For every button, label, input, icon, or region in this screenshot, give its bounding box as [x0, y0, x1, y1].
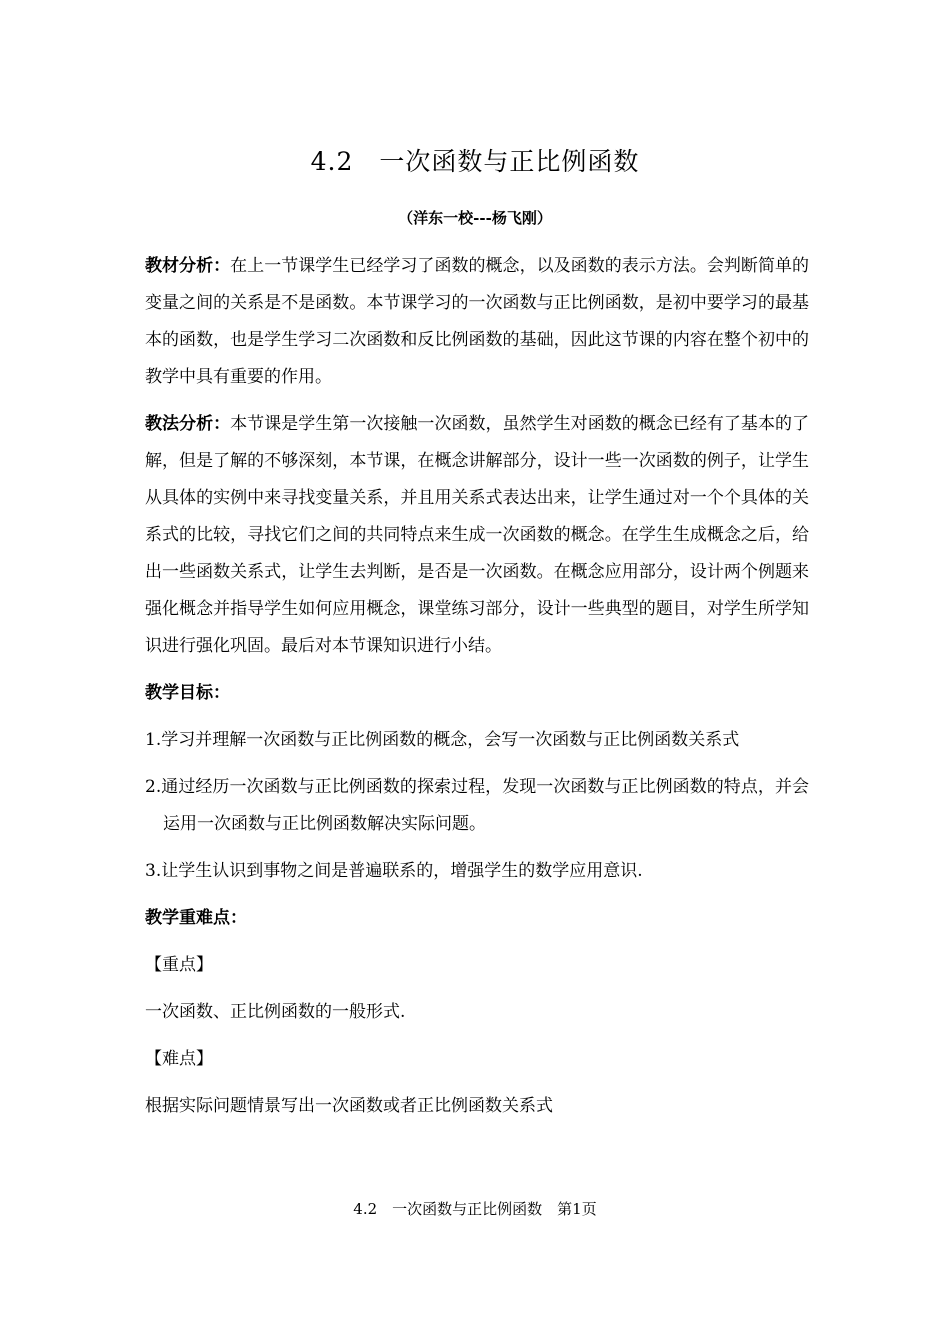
key-points-heading: 教学重难点：	[145, 908, 247, 928]
method-analysis-paragraph	[145, 406, 809, 665]
goal-item: 3.让学生认识到事物之间是普遍联系的，增强学生的数学应用意识.	[145, 861, 643, 881]
difficulty-text: 根据实际问题情景写出一次函数或者正比例函数关系式	[145, 1096, 553, 1116]
material-analysis-paragraph	[145, 248, 809, 396]
document-body	[145, 248, 809, 1135]
goal-item: 2.通过经历一次函数与正比例函数的探索过程，发现一次函数与正比例函数的特点，并会运用一次函数与正比例函数解决实际问题。	[145, 777, 809, 834]
goals-heading: 教学目标：	[145, 683, 230, 703]
material-analysis-label: 教材分析：	[145, 256, 231, 276]
method-analysis-text: 本节课是学生第一次接触一次函数，虽然学生对函数的概念已经有了基本的了解，但是了解的不够深刻，本节课，在概念讲解部分，设计一些一次函数的例子，让学生从具体的实例中来寻找变量关系，并且用关系式表达出来，让学生通过对一个个具体的关系式的比较，寻找它们之间的共同特点来生成一次函数的概念。在学生生成概念之后，给出一些函数关系式，让学生去判断，是否是一次函数。在概念应用部分，设计两个例题来强化概念并指导学生如何应用概念，课堂练习部分，设计一些典型的题目，对学生所学知识进行强化巩固。最后对本节课知识进行小结。	[145, 414, 810, 656]
method-analysis-label: 教法分析：	[145, 414, 231, 434]
page-footer: 4.2 一次函数与正比例函数 第1页	[353, 1200, 597, 1218]
page-title: 4.2 一次函数与正比例函数	[310, 147, 640, 176]
author-line: （洋东一校---杨飞刚）	[398, 209, 552, 227]
focus-text: 一次函数、正比例函数的一般形式.	[145, 1002, 406, 1022]
focus-label: 【重点】	[145, 955, 213, 975]
goal-item: 1.学习并理解一次函数与正比例函数的概念，会写一次函数与正比例函数关系式	[145, 730, 740, 750]
material-analysis-text: 在上一节课学生已经学习了函数的概念，以及函数的表示方法。会判断简单的变量之间的关系是不是函数。本节课学习的一次函数与正比例函数，是初中要学习的最基本的函数，也是学生学习二次函数和反比例函数的基础，因此这节课的内容在整个初中的教学中具有重要的作用。	[145, 256, 810, 387]
difficulty-label: 【难点】	[145, 1049, 213, 1069]
